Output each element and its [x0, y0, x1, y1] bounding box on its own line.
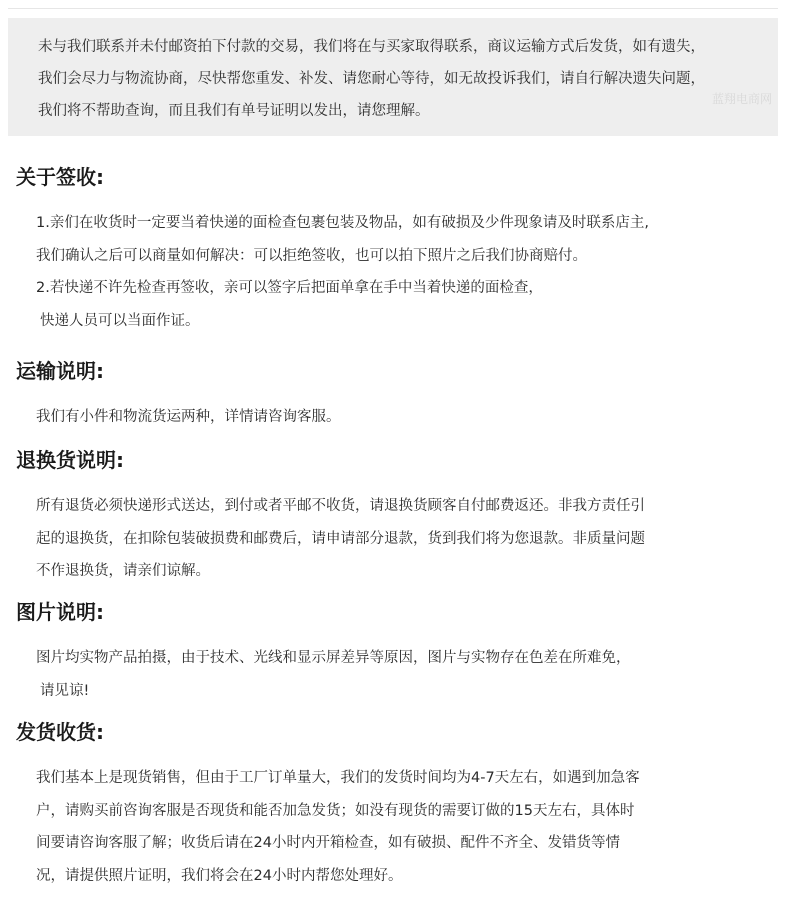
body-line: 快递人员可以当面作证。 — [40, 312, 200, 329]
body-line: 我们有小件和物流货运两种，详情请咨询客服。 — [36, 409, 341, 425]
body-line: 户，请购买前咨询客服是否现货和能否加急发货；如没有现货的需要订做的15天左右，具体时 — [36, 802, 635, 819]
section-body — [16, 642, 776, 707]
notice-line: 我们会尽力与物流协商，尽快帮您重发、补发、请您耐心等待，如无故投诉我们，请自行解决遗失问题， — [38, 71, 705, 87]
section-title: 退换货说明: — [16, 448, 124, 472]
section-signing — [16, 163, 776, 337]
section-delivery — [16, 718, 776, 892]
body-line: 起的退换货，在扣除包装破损费和邮费后，请申请部分退款，货到我们将为您退款。非质量问题 — [36, 530, 645, 547]
body-line: 间要请咨询客服了解；收货后请在24小时内开箱检查，如有破损、配件不齐全、发错货等情 — [36, 835, 620, 851]
watermark: 蓝翔电商网 — [712, 92, 773, 106]
notice-line: 未与我们联系并未付邮资拍下付款的交易，我们将在与买家取得联系，商议运输方式后发货，如有遗失， — [38, 39, 705, 55]
section-title: 发货收货: — [16, 720, 104, 744]
body-line: 2.若快递不许先检查再签收，亲可以签字后把面单拿在手中当着快递的面检查， — [36, 280, 543, 296]
notice-box — [8, 18, 778, 136]
body-line: 1.亲们在收货时一定要当着快递的面检查包裹包装及物品，如有破损及少件现象请及时联系店主, — [36, 215, 649, 231]
section-body — [16, 207, 776, 337]
body-line: 我们确认之后可以商量如何解决：可以拒绝签收，也可以拍下照片之后我们协商赔付。 — [36, 247, 587, 264]
section-title: 运输说明: — [16, 359, 104, 383]
body-line: 图片均实物产品拍摄，由于技术、光线和显示屏差异等原因，图片与实物存在色差在所难免， — [36, 650, 631, 666]
body-line: 况，请提供照片证明，我们将会在24小时内帮您处理好。 — [36, 867, 403, 884]
body-line: 不作退换货，请亲们谅解。 — [36, 563, 210, 579]
section-returns — [16, 446, 776, 588]
body-line: 请见谅! — [40, 682, 90, 699]
top-divider — [8, 8, 778, 9]
section-body — [16, 490, 776, 588]
notice-line: 我们将不帮助查询，而且我们有单号证明以发出，请您理解。 — [38, 103, 430, 119]
section-shipping — [16, 357, 776, 434]
body-line: 所有退货必须快递形式送达，到付或者平邮不收货，请退换货顾客自付邮费返还。非我方责任引 — [36, 498, 645, 514]
section-body — [16, 762, 776, 892]
section-images — [16, 598, 776, 707]
body-line: 我们基本上是现货销售，但由于工厂订单量大，我们的发货时间均为4-7天左右，如遇到加急客 — [36, 770, 640, 786]
section-title: 关于签收: — [16, 165, 104, 189]
section-body — [16, 401, 776, 434]
section-title: 图片说明: — [16, 600, 104, 624]
